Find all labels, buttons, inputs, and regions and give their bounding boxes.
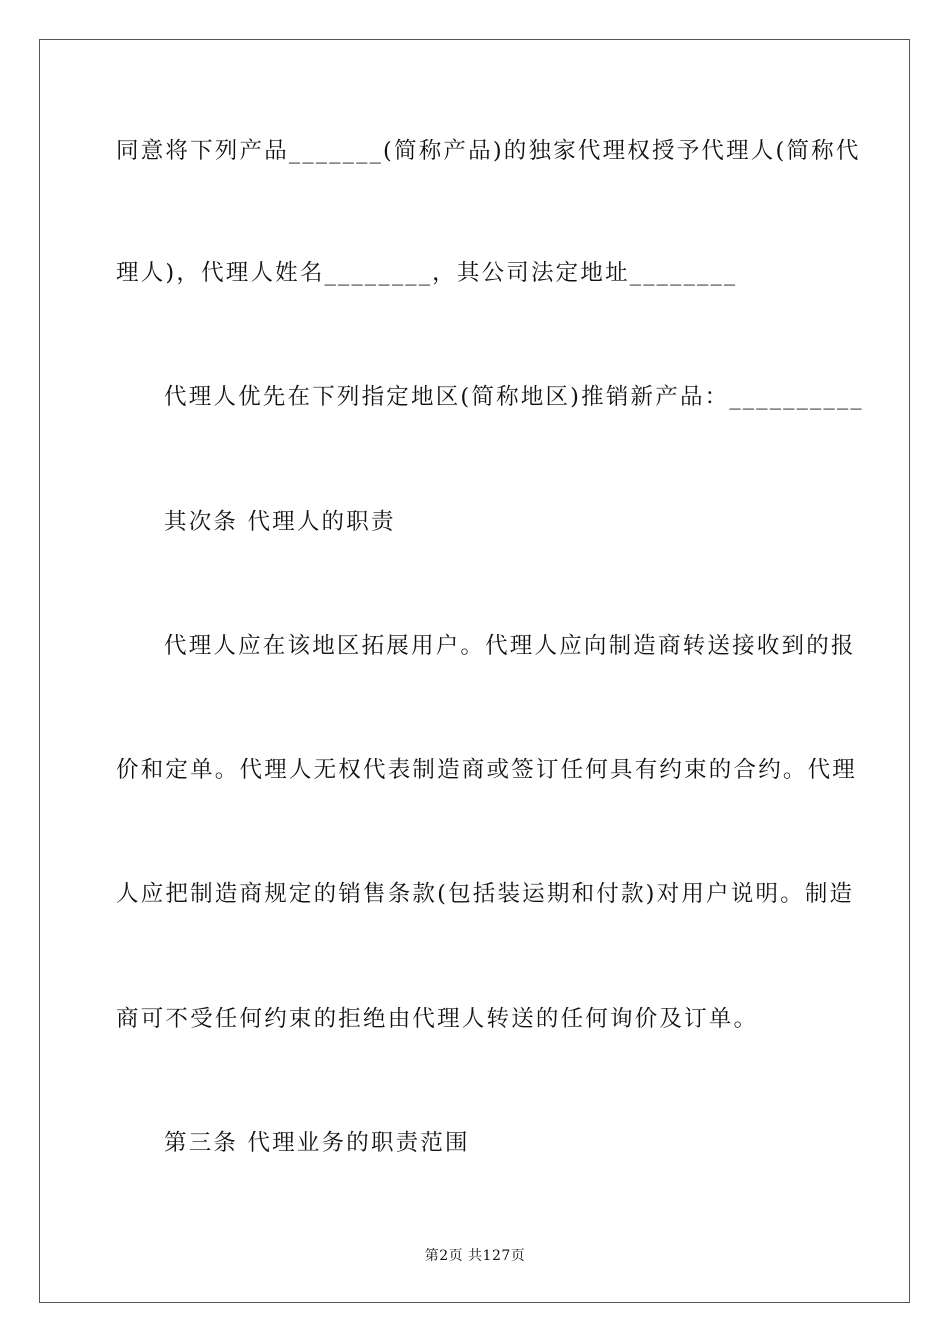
- page-frame: [39, 39, 910, 1303]
- paragraph-line-8: 商可不受任何约束的拒绝由代理人转送的任何询价及订单。: [116, 1006, 759, 1032]
- paragraph-line-7: 人应把制造商规定的销售条款(包括装运期和付款)对用户说明。制造: [116, 881, 855, 907]
- paragraph-line-5: 代理人应在该地区拓展用户。代理人应向制造商转送接收到的报: [164, 633, 856, 659]
- page-footer: 第2页 共127页: [424, 1248, 526, 1264]
- paragraph-line-6: 价和定单。代理人无权代表制造商或签订任何具有约束的合约。代理: [116, 757, 858, 783]
- paragraph-line-2: 理人)，代理人姓名________，其公司法定地址________: [116, 260, 738, 286]
- section-heading-2: 其次条 代理人的职责: [164, 509, 396, 535]
- section-heading-3: 第三条 代理业务的职责范围: [164, 1130, 470, 1156]
- paragraph-line-3: 代理人优先在下列指定地区(简称地区)推销新产品：__________: [164, 384, 864, 410]
- paragraph-line-1: 同意将下列产品_______(简称产品)的独家代理权授予代理人(简称代: [116, 138, 861, 164]
